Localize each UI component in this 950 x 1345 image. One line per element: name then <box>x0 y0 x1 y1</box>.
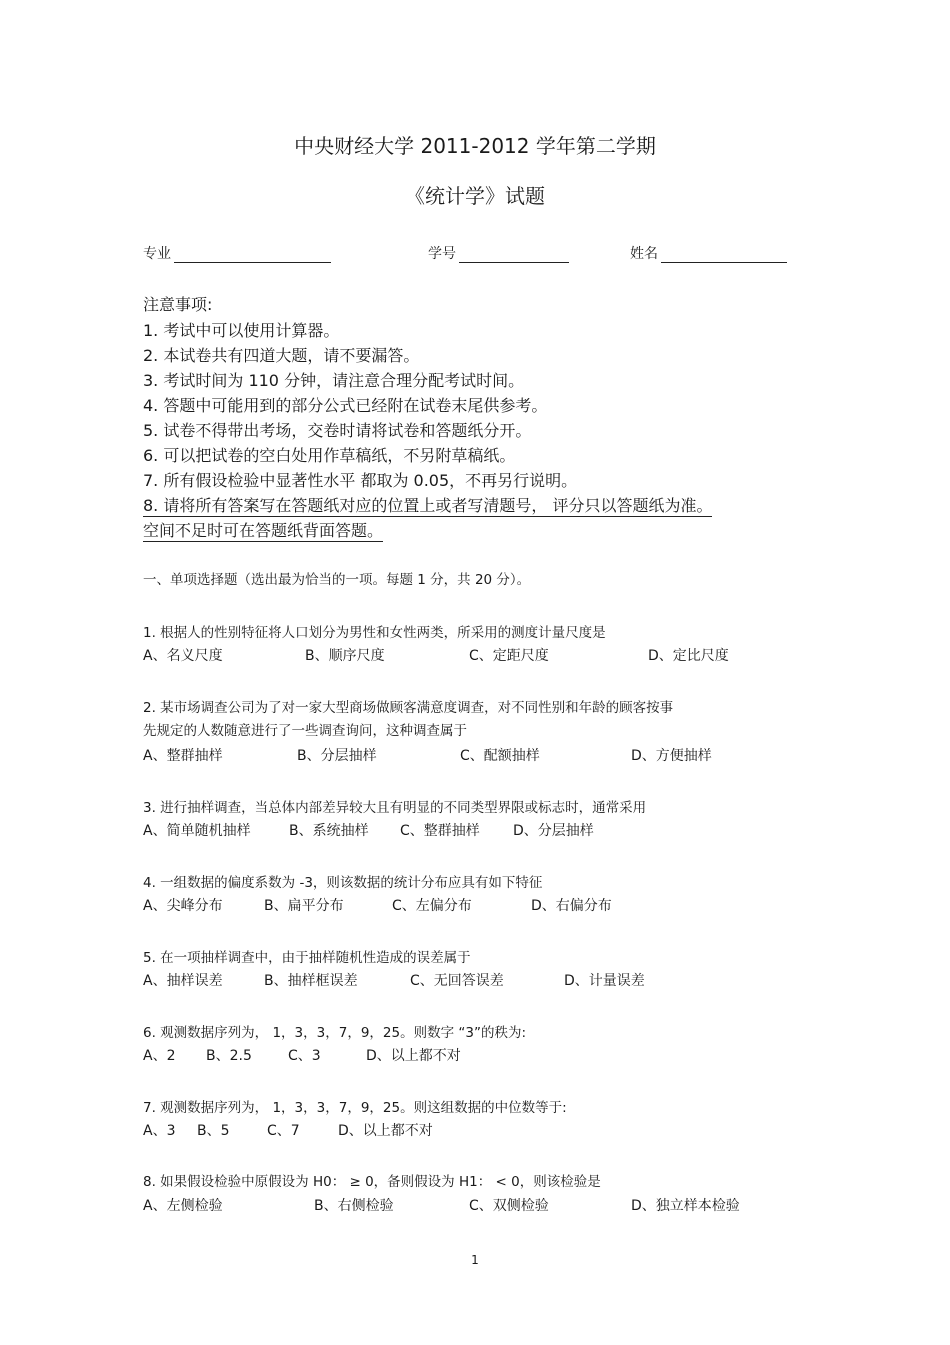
question-option: A、2 <box>143 1048 176 1064</box>
question-stem: 8. 如果假设检验中原假设为 H0： ≥ 0，备则假设为 H1： < 0，则该检验是 <box>143 1174 601 1190</box>
question-option: A、尖峰分布 <box>143 898 223 914</box>
notice-item: 6. 可以把试卷的空白处用作草稿纸，不另附草稿纸。 <box>143 446 516 465</box>
question-option: D、以上都不对 <box>338 1123 433 1139</box>
field-name-blank[interactable] <box>661 248 787 263</box>
notice-item <box>143 493 712 516</box>
question-stem: 1. 根据人的性别特征将人口划分为男性和女性两类，所采用的测度计量尺度是 <box>143 625 606 641</box>
question-option: A、左侧检验 <box>143 1198 223 1214</box>
question-option: C、配额抽样 <box>460 748 540 764</box>
question-option: D、计量误差 <box>564 973 645 989</box>
field-name <box>630 243 787 263</box>
question-option: D、定比尺度 <box>648 648 729 664</box>
question-stem: 6. 观测数据序列为， 1，3，3，7，9，25。则数字 “3”的秩为: <box>143 1025 527 1041</box>
question-option: B、2.5 <box>206 1048 252 1064</box>
question-stem: 4. 一组数据的偏度系数为 -3，则该数据的统计分布应具有如下特征 <box>143 875 543 891</box>
field-student-id-label: 学号 <box>428 246 456 262</box>
question-option: C、3 <box>288 1048 321 1064</box>
question-option: B、右侧检验 <box>314 1198 394 1214</box>
question-option: C、7 <box>267 1123 300 1139</box>
notice-item: 2. 本试卷共有四道大题，请不要漏答。 <box>143 346 420 365</box>
field-major-blank[interactable] <box>174 248 331 263</box>
question-option: B、分层抽样 <box>297 748 377 764</box>
question-stem: 2. 某市场调查公司为了对一家大型商场做顾客满意度调查，对不同性别和年龄的顾客按事 <box>143 700 674 716</box>
page-number: 1 <box>471 1253 479 1267</box>
notice-item: 3. 考试时间为 110 分钟，请注意合理分配考试时间。 <box>143 371 525 390</box>
question-option: B、抽样框误差 <box>264 973 358 989</box>
question-option: D、以上都不对 <box>366 1048 461 1064</box>
question-option: B、顺序尺度 <box>305 648 385 664</box>
field-name-label: 姓名 <box>630 246 658 262</box>
question-option: D、方便抽样 <box>631 748 712 764</box>
notice-heading: 注意事项: <box>143 295 213 314</box>
notice-item-8-line2: 空间不足时可在答题纸背面答题。 <box>143 521 384 540</box>
notice-item: 4. 答题中可能用到的部分公式已经附在试卷末尾供参考。 <box>143 396 548 415</box>
question-option: C、左偏分布 <box>392 898 472 914</box>
question-option: C、整群抽样 <box>400 823 480 839</box>
question-option: B、扁平分布 <box>264 898 344 914</box>
question-stem: 3. 进行抽样调查，当总体内部差异较大且有明显的不同类型界限或标志时，通常采用 <box>143 800 647 816</box>
field-major-label: 专业 <box>143 246 171 262</box>
question-stem: 5. 在一项抽样调查中，由于抽样随机性造成的误差属于 <box>143 950 471 966</box>
notice-item-8-line1: 8. 请将所有答案写在答题纸对应的位置上或者写清题号， 评分只以答题纸为准。 <box>143 496 713 515</box>
question-stem: 7. 观测数据序列为， 1，3，3，7，9，25。则这组数据的中位数等于: <box>143 1100 567 1116</box>
question-option: B、系统抽样 <box>289 823 369 839</box>
field-student-id <box>428 243 569 263</box>
question-option: C、双侧检验 <box>469 1198 549 1214</box>
field-major <box>143 243 331 263</box>
notice-item: 5. 试卷不得带出考场，交卷时请将试卷和答题纸分开。 <box>143 421 532 440</box>
notice-item <box>143 518 383 541</box>
question-option: D、右偏分布 <box>531 898 612 914</box>
question-option: A、名义尺度 <box>143 648 223 664</box>
question-option: C、定距尺度 <box>469 648 549 664</box>
section-heading: 一、单项选择题（选出最为恰当的一项。每题 1 分，共 20 分）。 <box>143 572 531 588</box>
question-option: A、整群抽样 <box>143 748 223 764</box>
field-student-id-blank[interactable] <box>459 248 569 263</box>
question-option: A、抽样误差 <box>143 973 223 989</box>
notice-item: 1. 考试中可以使用计算器。 <box>143 321 340 340</box>
exam-subtitle: 《统计学》试题 <box>405 184 545 208</box>
question-option: B、5 <box>197 1123 230 1139</box>
question-option: A、3 <box>143 1123 176 1139</box>
question-option: D、独立样本检验 <box>631 1198 740 1214</box>
exam-title: 中央财经大学 2011-2012 学年第二学期 <box>294 134 656 158</box>
question-stem: 先规定的人数随意进行了一些调查询问，这种调查属于 <box>143 723 467 739</box>
question-option: A、简单随机抽样 <box>143 823 251 839</box>
question-option: C、无回答误差 <box>410 973 504 989</box>
notice-item: 7. 所有假设检验中显著性水平 都取为 0.05，不再另行说明。 <box>143 471 578 490</box>
question-option: D、分层抽样 <box>513 823 594 839</box>
